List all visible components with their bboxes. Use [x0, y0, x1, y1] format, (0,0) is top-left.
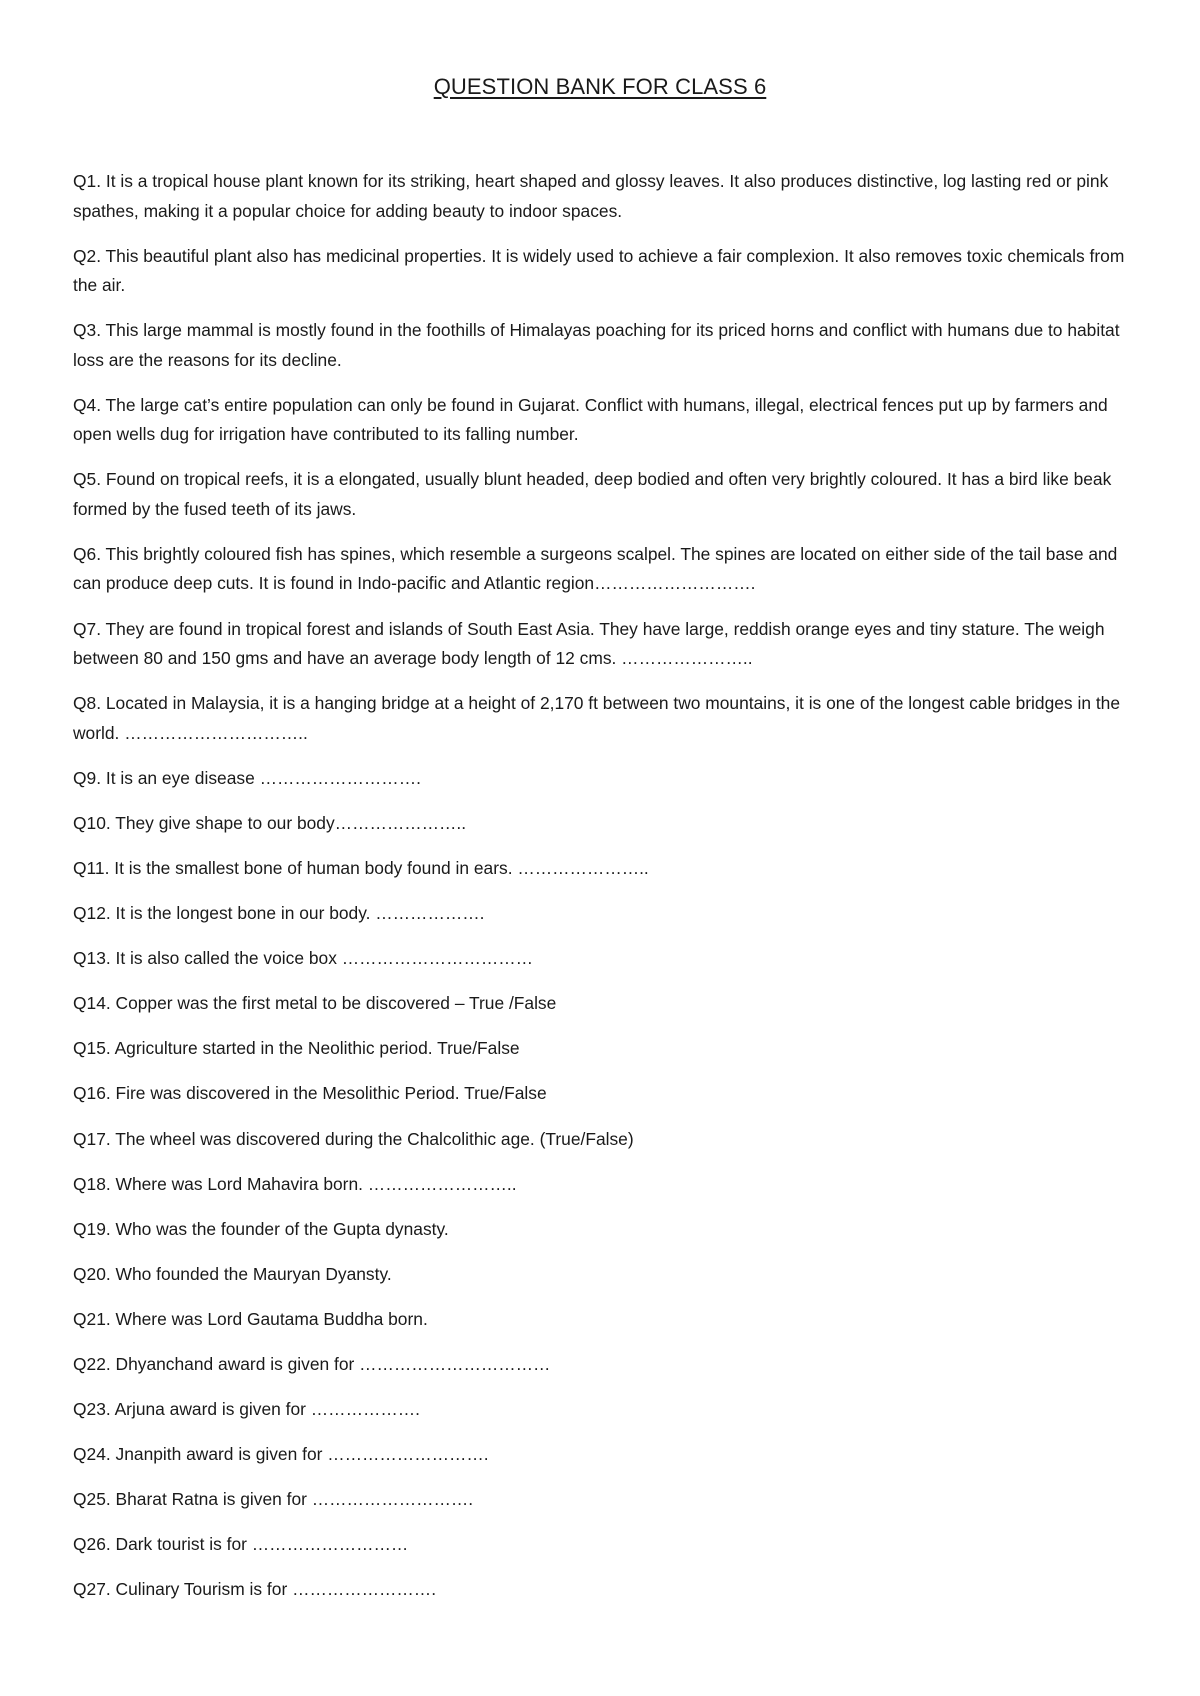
question-item-19: Q19. Who was the founder of the Gupta dynasty.: [73, 1218, 449, 1239]
question-item-22: Q22. Dhyanchand award is given for ……………………………: [73, 1353, 551, 1374]
question-item-27: Q27. Culinary Tourism is for …………………….: [73, 1579, 437, 1600]
question-list: [73, 167, 1138, 1621]
question-item-26: Q26. Dark tourist is for ………………………: [73, 1534, 409, 1555]
question-item-16: Q16. Fire was discovered in the Mesolithic Period. True/False: [73, 1083, 547, 1104]
question-item-13: Q13. It is also called the voice box ……………………………: [73, 948, 534, 969]
question-item-9: Q9. It is an eye disease ……………………….: [73, 767, 421, 788]
question-item-2: Q2. This beautiful plant also has medicinal properties. It is widely used to achieve a fair complexion. It also removes toxic chemicals from the air.: [73, 245, 1125, 296]
question-item-6: Q6. This brightly coloured fish has spines, which resemble a surgeons scalpel. The spines are located on either side of the tail base and can produce deep cuts. It is found in Indo-pacific and Atlantic region……………………….: [73, 543, 1118, 594]
question-item-7: Q7. They are found in tropical forest and islands of South East Asia. They have large, reddish orange eyes and tiny stature. The weigh between 80 and 150 gms and have an average body length of 12 cms. …………………..: [73, 618, 1105, 669]
question-item-14: Q14. Copper was the first metal to be discovered – True /False: [73, 993, 557, 1014]
question-item-1: Q1. It is a tropical house plant known for its striking, heart shaped and glossy leaves. It also produces distinctive, log lasting red or pink spathes, making it a popular choice for adding beauty to indoor spaces.: [73, 171, 1109, 221]
question-item-20: Q20. Who founded the Mauryan Dyansty.: [73, 1263, 392, 1284]
page-title: QUESTION BANK FOR CLASS 6: [433, 74, 767, 99]
question-item-11: Q11. It is the smallest bone of human body found in ears. …………………..: [73, 857, 649, 878]
question-item-3: Q3. This large mammal is mostly found in the foothills of Himalayas poaching for its priced horns and conflict with humans due to habitat loss are the reasons for its decline.: [73, 320, 1120, 370]
question-item-17: Q17. The wheel was discovered during the Chalcolithic age. (True/False): [73, 1128, 634, 1149]
question-item-8: Q8. Located in Malaysia, it is a hanging bridge at a height of 2,170 ft between two mountains, it is one of the longest cable bridges in the world. …………………………..: [73, 693, 1120, 743]
question-item-4: Q4. The large cat’s entire population can only be found in Gujarat. Conflict with humans, illegal, electrical fences put up by farmers and open wells dug for irrigation have contributed to its falling number.: [73, 394, 1108, 445]
question-item-21: Q21. Where was Lord Gautama Buddha born.: [73, 1308, 428, 1329]
question-item-5: Q5. Found on tropical reefs, it is a elongated, usually blunt headed, deep bodied and often very brightly coloured. It has a bird like beak formed by the fused teeth of its jaws.: [73, 469, 1112, 519]
question-item-15: Q15. Agriculture started in the Neolithic period. True/False: [73, 1038, 520, 1059]
question-item-10: Q10. They give shape to our body…………………..: [73, 812, 467, 833]
question-item-12: Q12. It is the longest bone in our body. ……………….: [73, 903, 485, 924]
question-item-25: Q25. Bharat Ratna is given for ……………………….: [73, 1489, 474, 1510]
question-item-18: Q18. Where was Lord Mahavira born. ……………………..: [73, 1173, 517, 1194]
question-item-24: Q24. Jnanpith award is given for ……………………….: [73, 1444, 489, 1465]
question-item-23: Q23. Arjuna award is given for ……………….: [73, 1399, 420, 1420]
